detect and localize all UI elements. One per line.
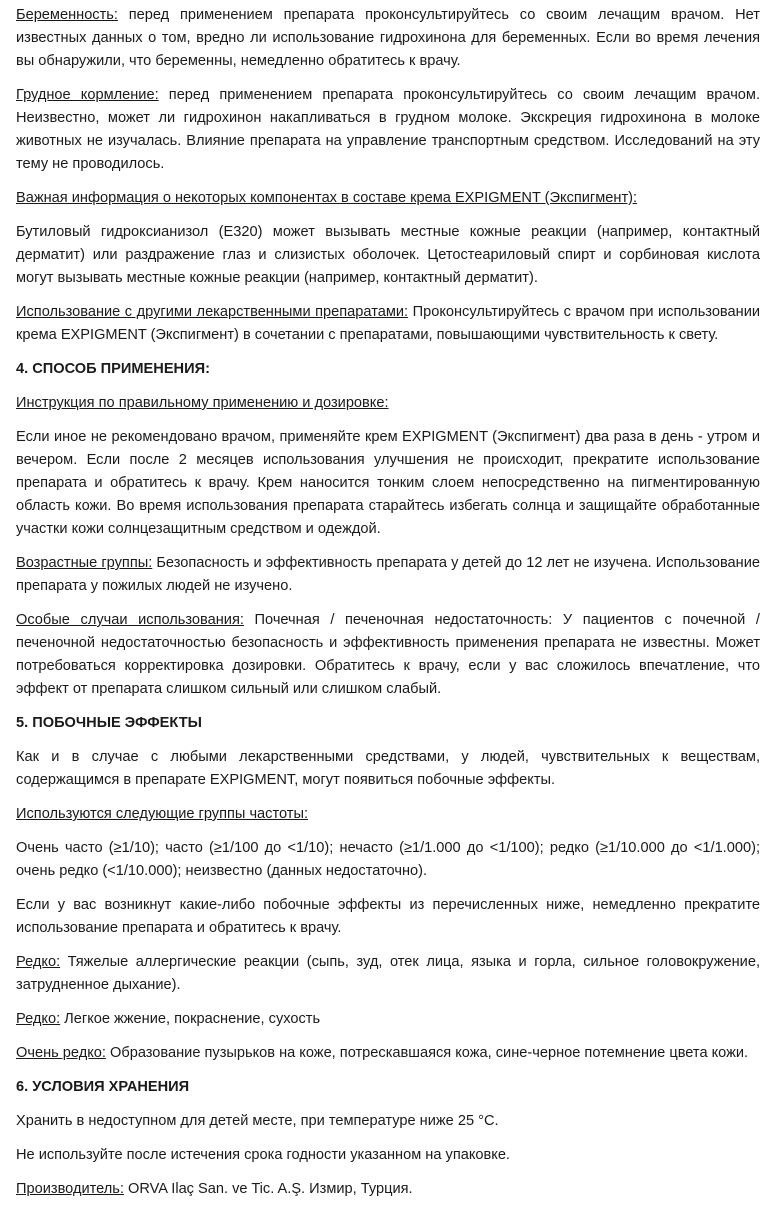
frequency-text: Очень часто (≥1/10); часто (≥1/100 до <1/10); нечасто (≥1/1.000 до <1/100); редко (≥1/10.000 до <1/1.000); очень редко (<1/10.000); неизвестно (данных недостаточно). — [16, 840, 760, 879]
components-label: Важная информация о некоторых компонентах в составе крема EXPIGMENT (Экспигмент): — [16, 190, 638, 206]
very-rare-label: Очень редко: — [16, 1045, 106, 1061]
interactions-text: Проконсультируйтесь с врачом при использовании крема EXPIGMENT (Экспигмент) в сочетании с препаратами, повышающими чувствительность к свету. — [16, 304, 761, 343]
side-effects-intro: Как и в случае с любыми лекарственными средствами, у людей, чувствительных к веществам, содержащимся в препарате EXPIGMENT, могут появиться побочные эффекты. — [16, 749, 760, 788]
expiry-text: Не используйте после истечения срока годности указанном на упаковке. — [16, 1147, 510, 1163]
stop-use-text: Если у вас возникнут какие-либо побочные эффекты из перечисленных ниже, немедленно прекратите использование препарата и обратитесь к врачу. — [16, 897, 760, 936]
age-groups-paragraph — [16, 552, 760, 598]
frequency-label-paragraph — [16, 803, 760, 826]
instructions-text: Если иное не рекомендовано врачом, применяйте крем EXPIGMENT (Экспигмент) два раза в день - утром и вечером. Если после 2 месяцев использования улучшения не происходит, прекратите использование препарата и обратитесь к врачу. Крем наносится тонким слоем непосредственно на пигментированную область кожи. Во время использования препарата старайтесь избегать солнца и защищайте обработанные участки кожи солнцезащитным средством и одеждой. — [16, 429, 760, 537]
manufacturer-paragraph — [16, 1178, 760, 1201]
frequency-label: Используются следующие группы частоты: — [16, 806, 309, 822]
breastfeeding-label: Грудное кормление: — [16, 87, 159, 103]
special-cases-text: Почечная / печеночная недостаточность: У пациентов с почечной / печеночной недостаточностью безопасность и эффективность применения препарата не известны. Может потребоваться корректировка дозировки. Обратитесь к врачу, если у вас сложилось впечатление, что эффект от препарата слишком сильный или слишком слабый. — [16, 612, 760, 697]
section-6-heading: 6. УСЛОВИЯ ХРАНЕНИЯ — [16, 1079, 190, 1095]
rare-mild-paragraph — [16, 1008, 760, 1031]
rare-mild-label: Редко: — [16, 1011, 61, 1027]
rare-severe-text: Тяжелые аллергические реакции (сыпь, зуд, отек лица, языка и горла, сильное головокружение, затрудненное дыхание). — [16, 954, 760, 993]
rare-mild-text: Легкое жжение, покраснение, сухость — [60, 1011, 321, 1027]
manufacturer-text: ORVA Ilaç San. ve Tic. A.Ş. Измир, Турция. — [123, 1181, 413, 1197]
section-4-heading: 4. СПОСОБ ПРИМЕНЕНИЯ: — [16, 361, 210, 377]
instructions-label-paragraph — [16, 392, 760, 415]
age-groups-label: Возрастные группы: — [16, 555, 153, 571]
interactions-label: Использование с другими лекарственными препаратами: — [16, 304, 409, 320]
breastfeeding-text: перед применением препарата проконсультируйтесь со своим лечащим врачом. Неизвестно, может ли гидрохинон накапливаться в грудном молоке. Экскреция гидрохинона в молоке животных не изучалась. Влияние препарата на управление транспортным средством. Исследований на эту тему не проводилось. — [16, 87, 760, 172]
pregnancy-label: Беременность: — [16, 7, 118, 23]
special-cases-paragraph — [16, 609, 760, 701]
very-rare-text: Образование пузырьков на коже, потрескавшаяся кожа, сине-черное потемнение цвета кожи. — [105, 1045, 749, 1061]
pregnancy-paragraph — [16, 4, 760, 73]
special-cases-label: Особые случаи использования: — [16, 612, 244, 628]
rare-severe-label: Редко: — [16, 954, 61, 970]
age-groups-text: Безопасность и эффективность препарата у детей до 12 лет не изучена. Использование препарата у пожилых людей не изучено. — [16, 555, 760, 594]
instructions-label: Инструкция по правильному применению и дозировке: — [16, 395, 389, 411]
interactions-paragraph — [16, 301, 760, 347]
pregnancy-text: перед применением препарата проконсультируйтесь со своим лечащим врачом. Нет известных данных о том, вредно ли использование гидрохинона для беременных. Если во время лечения вы обнаружили, что беременны, немедленно обратитесь к врачу. — [16, 7, 760, 69]
breastfeeding-paragraph — [16, 84, 760, 176]
manufacturer-label: Производитель: — [16, 1181, 124, 1197]
components-label-paragraph — [16, 187, 760, 210]
leaflet-page — [16, 4, 760, 1212]
components-text: Бутиловый гидроксианизол (E320) может вызывать местные кожные реакции (например, контактный дерматит) или раздражение глаз и слизистых оболочек. Цетостеариловый спирт и сорбиновая кислота могут вызывать местные кожные реакции (например, контактный дерматит). — [16, 224, 760, 286]
section-5-heading: 5. ПОБОЧНЫЕ ЭФФЕКТЫ — [16, 715, 202, 731]
storage-text: Хранить в недоступном для детей месте, при температуре ниже 25 °С. — [16, 1113, 499, 1129]
rare-severe-paragraph — [16, 951, 760, 997]
very-rare-paragraph — [16, 1042, 760, 1065]
